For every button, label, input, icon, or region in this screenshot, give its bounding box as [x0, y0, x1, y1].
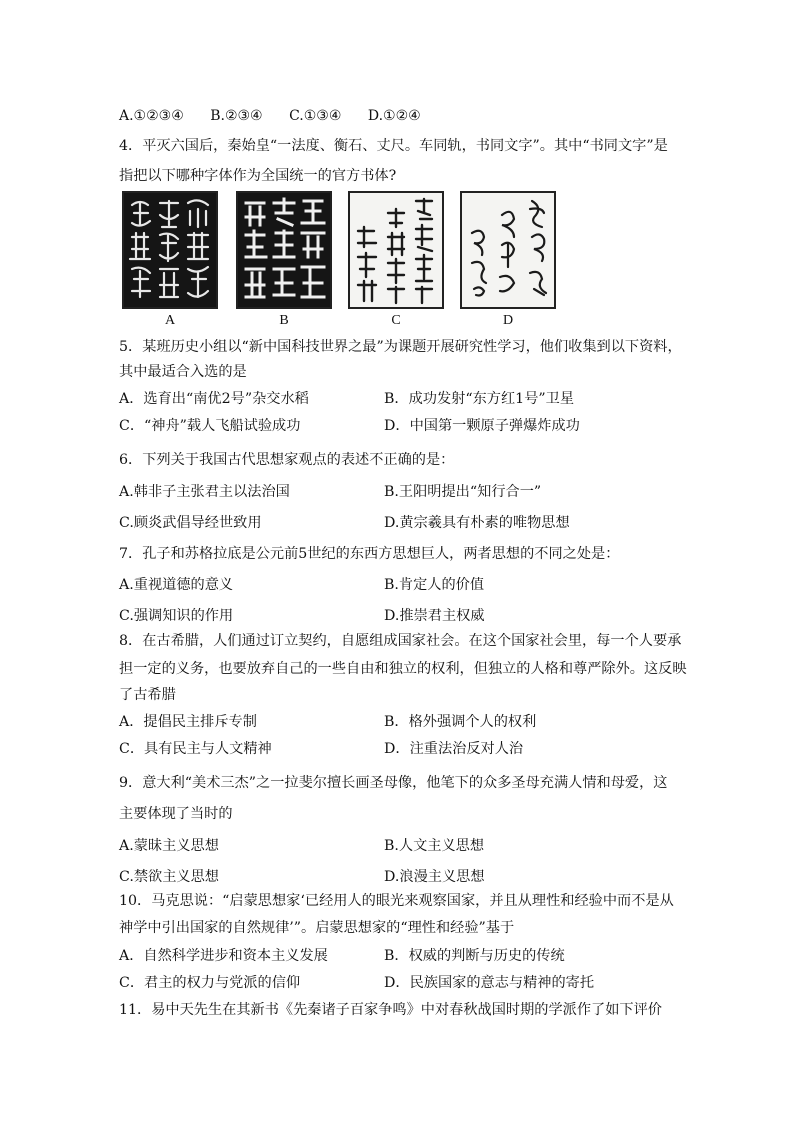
q6-stem: 6．下列关于我国古代思想家观点的表述不正确的是： — [119, 452, 455, 468]
calligraphy-sample-a[interactable] — [122, 191, 218, 309]
q5-option-b[interactable]: B．成功发射“东方红1号”卫星 — [384, 391, 575, 407]
q3-option-c[interactable]: C.①③④ — [289, 108, 342, 124]
q10-option-d[interactable]: D．民族国家的意志与精神的寄托 — [384, 975, 595, 991]
q8-option-a[interactable]: A．提倡民主排斥专制 — [119, 714, 257, 730]
q8-option-b[interactable]: B．格外强调个人的权利 — [384, 714, 537, 730]
q6-option-c[interactable]: C.顾炎武倡导经世致用 — [119, 515, 262, 531]
q9-stem-line2: 主要体现了当时的 — [119, 806, 233, 822]
calligraphy-sample-c[interactable] — [348, 191, 444, 309]
q8-stem-line3: 了古希腊 — [119, 687, 176, 703]
q4-stem-line1: 4．平灭六国后，秦始皇“一法度、衡石、丈尺。车同轨，书同文字”。其中“书同文字”是 — [119, 138, 668, 154]
q8-stem-line1: 8．在古希腊，人们通过订立契约，自愿组成国家社会。在这个国家社会里，每一个人要承 — [119, 633, 682, 649]
q9-option-c[interactable]: C.禁欲主义思想 — [119, 869, 219, 885]
q5-option-c[interactable]: C．“神舟”载人飞船试验成功 — [119, 418, 301, 434]
q7-stem: 7．孔子和苏格拉底是公元前5世纪的东西方思想巨人，两者思想的不同之处是： — [119, 546, 620, 562]
q8-option-c[interactable]: C．具有民主与人文精神 — [119, 741, 272, 757]
calligraphy-figure — [119, 191, 559, 333]
q4-stem-line2: 指把以下哪种字体作为全国统一的官方书体? — [119, 168, 397, 184]
q3-option-b[interactable]: B.②③④ — [210, 108, 263, 124]
label-a: A — [164, 313, 176, 328]
q8-option-d[interactable]: D．注重法治反对人治 — [384, 741, 524, 757]
q9-option-b[interactable]: B.人文主义思想 — [384, 838, 485, 854]
q7-option-d[interactable]: D.推崇君主权威 — [384, 608, 485, 624]
q10-option-b[interactable]: B．权威的判断与历史的传统 — [384, 948, 565, 964]
calligraphy-sample-b[interactable] — [236, 191, 332, 309]
q7-option-c[interactable]: C.强调知识的作用 — [119, 608, 234, 624]
q8-stem-line2: 担一定的义务，也要放弃自己的一些自由和独立的权利，但独立的人格和尊严除外。这反映 — [119, 661, 687, 677]
q7-option-b[interactable]: B.肯定人的价值 — [384, 577, 485, 593]
q10-option-c[interactable]: C．君主的权力与党派的信仰 — [119, 975, 301, 991]
regular-script-glyphs — [350, 193, 442, 307]
q5-stem-line1: 5．某班历史小组以“新中国科技世界之最”为课题开展研究性学习，他们收集到以下资料， — [119, 339, 682, 355]
q10-stem-line1: 10．马克思说：“启蒙思想家‘已经用人的眼光来观察国家，并且从理性和经验中而不是从 — [119, 893, 674, 909]
q5-option-d[interactable]: D．中国第一颗原子弹爆炸成功 — [384, 418, 580, 434]
q7-option-a[interactable]: A.重视道德的意义 — [119, 577, 234, 593]
seal-script-glyphs — [124, 193, 216, 307]
q3-options — [119, 106, 443, 126]
q11-stem: 11．易中天先生在其新书《先秦诸子百家争鸣》中对春秋战国时期的学派作了如下评价 — [119, 1002, 662, 1018]
q9-option-a[interactable]: A.蒙昧主义思想 — [119, 838, 219, 854]
q5-option-a[interactable]: A．选育出“南优2号”杂交水稻 — [119, 391, 309, 407]
q10-option-a[interactable]: A．自然科学进步和资本主义发展 — [119, 948, 328, 964]
label-d: D — [502, 313, 514, 328]
q6-option-d[interactable]: D.黄宗羲具有朴素的唯物思想 — [384, 515, 570, 531]
label-b: B — [279, 313, 289, 328]
clerical-script-glyphs — [238, 193, 330, 307]
q6-option-b[interactable]: B.王阳明提出“知行合一” — [384, 484, 542, 500]
cursive-script-glyphs — [462, 193, 554, 307]
q3-option-d[interactable]: D.①②④ — [367, 108, 421, 124]
q9-stem-line1: 9．意大利“美术三杰”之一拉斐尔擅长画圣母像，他笔下的众多圣母充满人情和母爱，这 — [119, 775, 668, 791]
q5-stem-line2: 其中最适合入选的是 — [119, 364, 247, 380]
q6-option-a[interactable]: A.韩非子主张君主以法治国 — [119, 484, 290, 500]
label-c: C — [391, 313, 401, 328]
q3-option-a[interactable]: A.①②③④ — [119, 108, 184, 124]
q9-option-d[interactable]: D.浪漫主义思想 — [384, 869, 485, 885]
calligraphy-sample-d[interactable] — [460, 191, 556, 309]
q10-stem-line2: 神学中引出国家的自然规律’”。启蒙思想家的“理性和经验”基于 — [119, 920, 515, 936]
